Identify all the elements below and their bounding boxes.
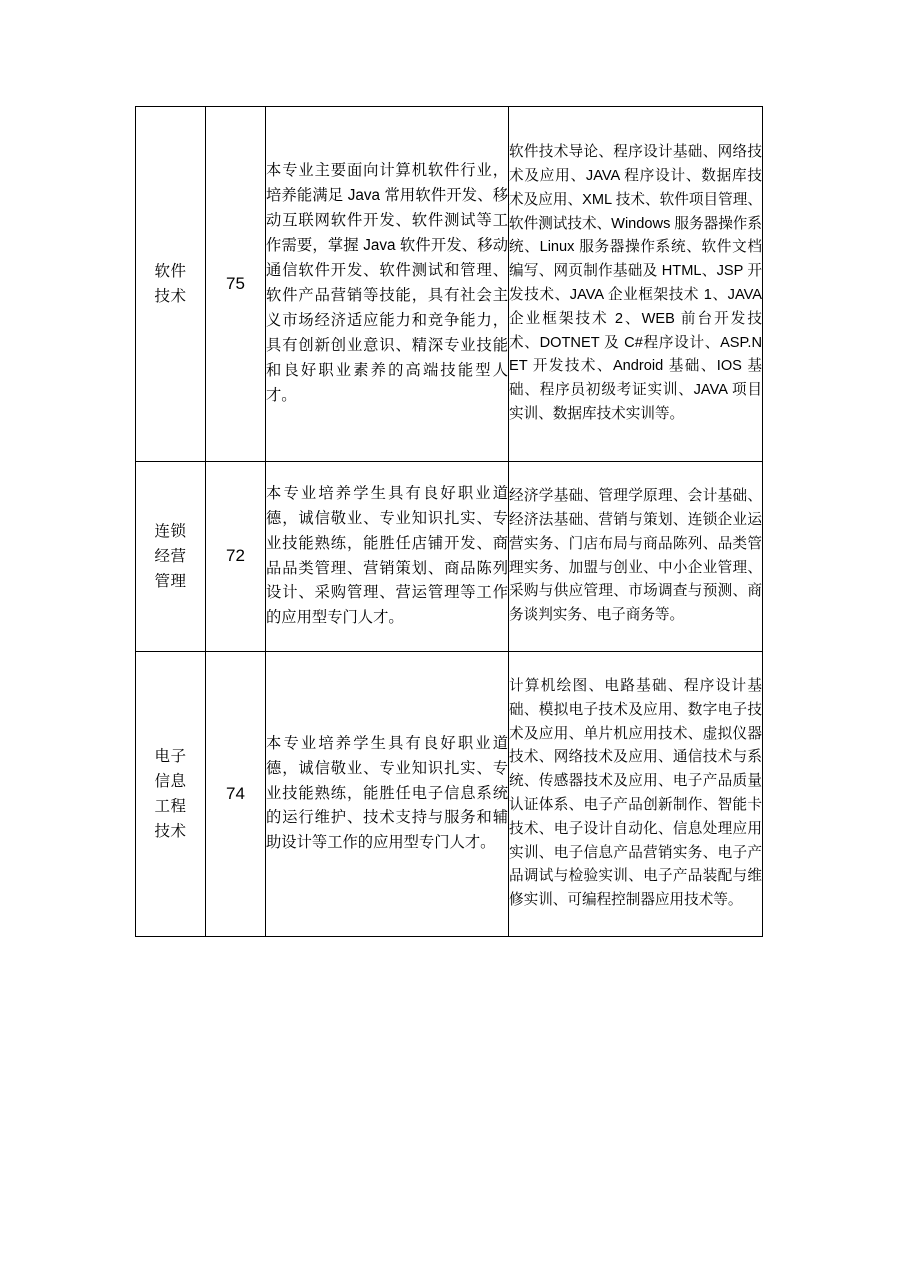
table-row [136,107,763,462]
major-courses-cell: 计算机绘图、电路基础、程序设计基础、模拟电子技术及应用、数字电子技术及应用、单片机应用技术、虚拟仪器技术、网络技术及应用、通信技术与系统、传感器技术及应用、电子产品质量认证体系、电子产品创新制作、智能卡技术、电子设计自动化、信息处理应用实训、电子信息产品营销实务、电子产品调试与检验实训、电子产品装配与维修实训、可编程控制器应用技术等。 [509,652,763,937]
major-name-line: 经营 [154,547,187,565]
major-name-line: 管理 [154,573,187,591]
major-name-cell [136,462,206,652]
major-name-line: 工程 [154,798,187,815]
major-courses-cell: 软件技术导论、程序设计基础、网络技术及应用、JAVA 程序设计、数据库技术及应用、XML 技术、软件项目管理、软件测试技术、Windows 服务器操作系统、Linux 服务器操作系统、软件文档编写、网页制作基础及 HTML、JSP 开发技术、JAVA 企业框架技术 1、JAVA 企业框架技术 2、WEB 前台开发技术、DOTNET 及 C#程序设计、ASP.NET 开发技术、Android 基础、IOS 基础、程序员初级考证实训、JAVA 项目实训、数据库技术实训等。 [509,107,763,462]
major-score-cell: 74 [206,652,266,937]
major-score-cell: 72 [206,462,266,652]
table-row [136,462,763,652]
major-description-cell: 本专业培养学生具有良好职业道德，诚信敬业、专业知识扎实、专业技能熟练，能胜任电子信息系统的运行维护、技术支持与服务和辅助设计等工作的应用型专门人才。 [266,652,509,937]
major-name-line: 软件 [154,262,187,280]
major-name-line: 技术 [154,823,187,841]
table-body [136,107,763,937]
major-name-line: 技术 [154,288,187,305]
majors-table [135,106,763,937]
major-name-line: 信息 [154,772,187,790]
major-courses-cell: 经济学基础、管理学原理、会计基础、经济法基础、营销与策划、连锁企业运营实务、门店布局与商品陈列、品类管理实务、加盟与创业、中小企业管理、采购与供应管理、市场调查与预测、商务谈判实务、电子商务等。 [509,462,763,652]
major-name-line: 连锁 [154,522,187,540]
major-name-cell [136,652,206,937]
major-name-cell [136,107,206,462]
table-row [136,652,763,937]
major-description-cell: 本专业培养学生具有良好职业道德，诚信敬业、专业知识扎实、专业技能熟练，能胜任店铺开发、商品品类管理、营销策划、商品陈列设计、采购管理、营运管理等工作的应用型专门人才。 [266,462,509,652]
major-name-line: 电子 [154,747,187,765]
major-score-cell: 75 [206,107,266,462]
major-description-cell: 本专业主要面向计算机软件行业，培养能满足 Java 常用软件开发、移动互联网软件开发、软件测试等工作需要，掌握 Java 软件开发、移动通信软件开发、软件测试和管理、软件产品营销等技能，具有社会主义市场经济适应能力和竞争能力，具有创新创业意识、精深专业技能和良好职业素养的高端技能型人才。 [266,107,509,462]
